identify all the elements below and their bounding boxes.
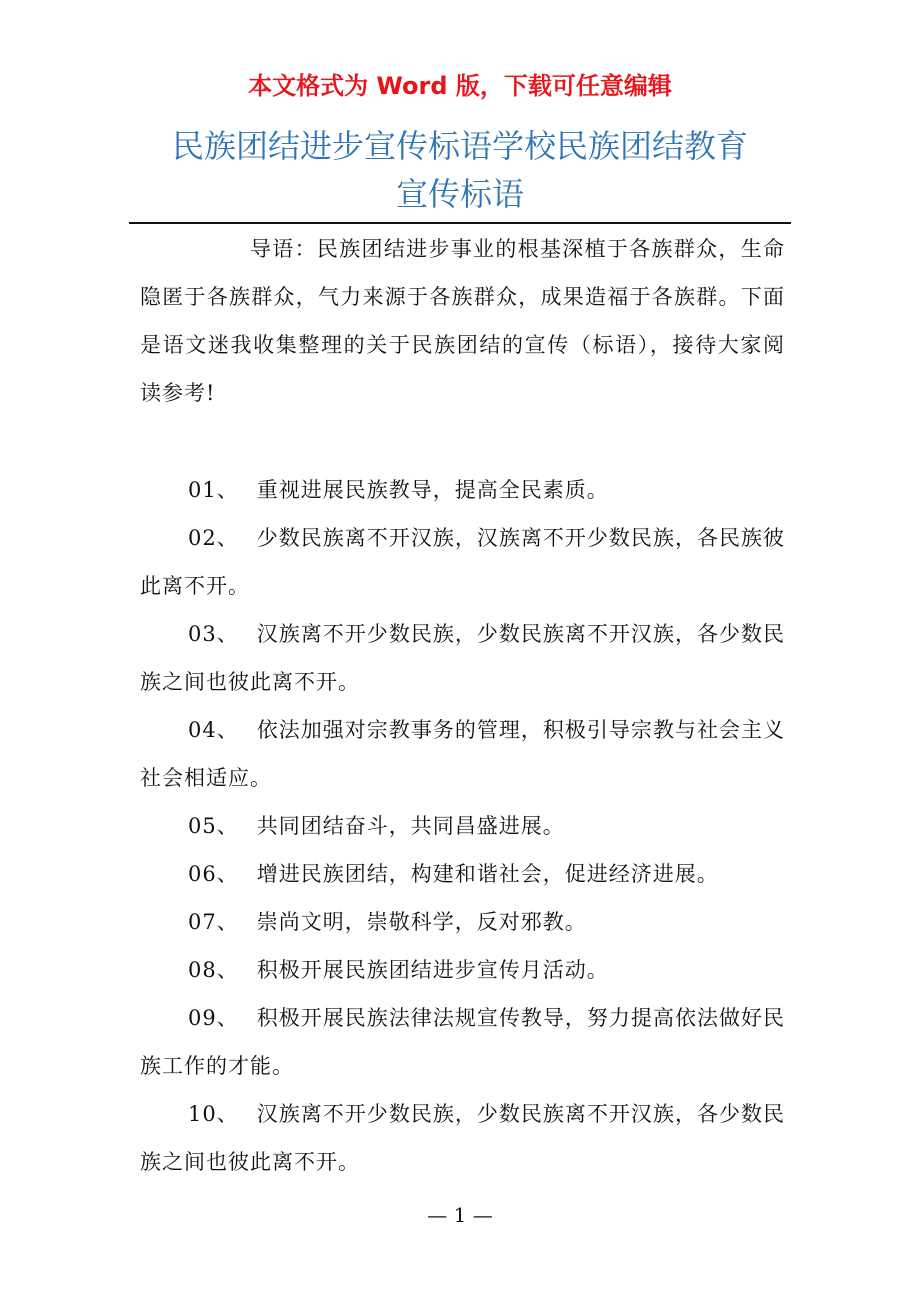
list-item-number: 01、: [188, 478, 239, 502]
list-item-number: 09、: [188, 1006, 239, 1030]
list-item-number: 10、: [188, 1102, 239, 1126]
list-item-text: 依法加强对宗教事务的管理，积极引导宗教与社会主义社会相适应。: [140, 718, 785, 790]
intro-paragraph: 导语：民族团结进步事业的根基深植于各族群众，生命隐匿于各族群众，气力来源于各族群众，成果造福于各族群。下面是语文迷我收集整理的关于民族团结的宣传（标语），接待大家阅读参考!: [140, 237, 785, 405]
list-item: [140, 514, 785, 610]
list-item: [140, 946, 785, 994]
list-item: [140, 466, 785, 514]
list-item: [140, 850, 785, 898]
document-title: [120, 122, 800, 218]
list-item: [140, 994, 785, 1090]
list-item-text: 少数民族离不开汉族，汉族离不开少数民族，各民族彼此离不开。: [140, 526, 785, 598]
list-item-text: 增进民族团结，构建和谐社会，促进经济进展。: [256, 862, 719, 886]
document-title-line-2: 宣传标语: [395, 175, 524, 213]
list-item-text: 共同团结奋斗，共同昌盛进展。: [256, 814, 565, 838]
list-item-number: 04、: [188, 718, 239, 742]
list-item: [140, 1090, 785, 1186]
page-number: — 1 —: [427, 1203, 493, 1227]
list-item: [140, 610, 785, 706]
list-item-number: 06、: [188, 862, 239, 886]
list-item-number: 05、: [188, 814, 239, 838]
list-item-text: 崇尚文明，崇敬科学，反对邪教。: [256, 910, 587, 934]
list-item: [140, 706, 785, 802]
title-divider: [129, 222, 791, 224]
list-item-text: 汉族离不开少数民族，少数民族离不开汉族，各少数民族之间也彼此离不开。: [140, 1102, 785, 1174]
list-item-text: 积极开展民族法律法规宣传教导，努力提高依法做好民族工作的才能。: [140, 1006, 785, 1078]
list-item-text: 重视进展民族教导，提高全民素质。: [256, 478, 609, 502]
list-item-number: 02、: [188, 526, 239, 550]
download-banner: 本文格式为 Word 版，下载可任意编辑: [248, 72, 672, 100]
document-title-line-1: 民族团结进步宣传标语学校民族团结教育: [171, 127, 748, 165]
list-item-number: 07、: [188, 910, 239, 934]
list-item-number: 03、: [188, 622, 239, 646]
list-item: [140, 802, 785, 850]
list-item-text: 汉族离不开少数民族，少数民族离不开汉族，各少数民族之间也彼此离不开。: [140, 622, 785, 694]
list-item: [140, 898, 785, 946]
list-item-text: 积极开展民族团结进步宣传月活动。: [256, 958, 609, 982]
list-item-number: 08、: [188, 958, 239, 982]
